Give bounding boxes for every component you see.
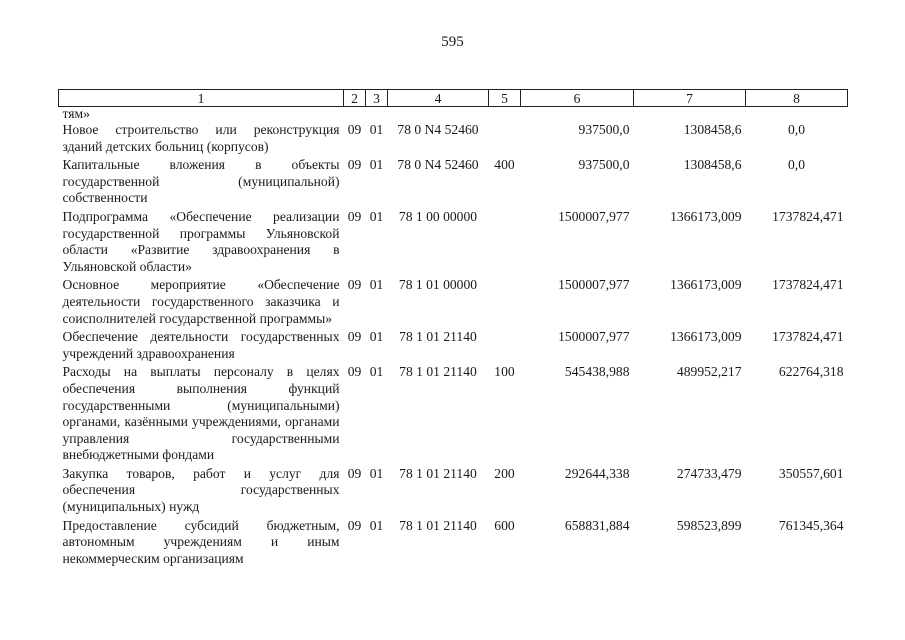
row-subsection: 01 — [369, 277, 384, 293]
row-amount-col6: 545438,988 — [564, 364, 630, 380]
row-subsection: 01 — [369, 157, 384, 173]
table-row — [59, 120, 848, 155]
row-amount-col6: 658831,884 — [564, 517, 630, 533]
row-amount-col7: 1366173,009 — [670, 277, 742, 293]
row-section: 09 — [347, 517, 362, 533]
row-section: 09 — [347, 465, 362, 481]
row-amount-col8: 1737824,471 — [772, 277, 844, 293]
row-description: Подпрограмма «Обеспечение реализации государственной программы Ульяновской области «Развитие здравоохранения в Ульяновской области» — [62, 208, 340, 274]
row-section: 09 — [347, 122, 362, 137]
row-subsection: 01 — [369, 208, 384, 224]
continuation-text: тям» — [62, 106, 90, 121]
table-row — [59, 275, 848, 327]
table-row — [59, 362, 848, 464]
table-row — [59, 155, 848, 207]
row-amount-col8: 761345,364 — [778, 517, 844, 533]
table-row — [59, 207, 848, 275]
row-description: Капитальные вложения в объекты государственной (муниципальной) собственности — [62, 157, 340, 206]
row-amount-col6: 1500007,977 — [558, 277, 630, 293]
header-col-3: 3 — [366, 90, 388, 107]
row-section: 09 — [347, 157, 362, 173]
row-amount-col6: 937500,0 — [578, 157, 630, 173]
row-target-article: 78 0 N4 52460 — [397, 122, 479, 137]
continuation-row — [59, 107, 848, 121]
row-expense-type: 400 — [494, 157, 515, 173]
row-target-article: 78 1 01 21140 — [399, 465, 477, 481]
row-amount-col8: 0,0 — [788, 122, 805, 137]
row-target-article: 78 1 01 00000 — [398, 277, 478, 293]
header-col-6: 6 — [521, 90, 634, 107]
row-description: Новое строительство или реконструкция зданий детских больниц (корпусов) — [62, 122, 340, 154]
row-subsection: 01 — [369, 122, 384, 137]
row-target-article: 78 1 01 21140 — [399, 517, 477, 533]
row-amount-col6: 1500007,977 — [558, 329, 630, 345]
row-amount-col7: 274733,479 — [676, 465, 742, 481]
row-amount-col6: 937500,0 — [578, 122, 630, 137]
row-subsection: 01 — [369, 517, 384, 533]
row-amount-col8: 0,0 — [788, 157, 805, 173]
row-amount-col8: 350557,601 — [778, 465, 844, 481]
row-target-article: 78 1 00 00000 — [398, 208, 478, 224]
budget-table — [58, 89, 848, 567]
row-amount-col8: 1737824,471 — [772, 329, 844, 345]
table-row — [59, 464, 848, 516]
row-amount-col7: 1366173,009 — [670, 329, 742, 345]
row-amount-col7: 489952,217 — [676, 364, 742, 380]
header-row — [59, 90, 848, 107]
row-section: 09 — [347, 208, 362, 224]
row-target-article: 78 0 N4 52460 — [397, 157, 479, 173]
header-col-1: 1 — [59, 90, 344, 107]
row-expense-type — [489, 207, 521, 275]
row-description: Закупка товаров, работ и услуг для обеспечения государственных (муниципальных) нужд — [62, 465, 340, 515]
row-subsection: 01 — [369, 329, 384, 345]
row-description: Обеспечение деятельности государственных учреждений здравоохранения — [62, 329, 340, 361]
header-col-4: 4 — [388, 90, 489, 107]
row-section: 09 — [347, 364, 362, 380]
table-row — [59, 327, 848, 362]
row-description: Расходы на выплаты персоналу в целях обеспечения выполнения функций государственными (муниципальными) органами, казёнными учреждениями, органами управления государственными внебюджетными фондами — [62, 364, 340, 463]
row-amount-col6: 1500007,977 — [558, 208, 630, 224]
row-amount-col7: 1366173,009 — [670, 208, 742, 224]
table-header — [59, 90, 848, 107]
row-amount-col7: 1308458,6 — [683, 157, 742, 173]
row-target-article: 78 1 01 21140 — [399, 364, 477, 380]
row-expense-type: 600 — [494, 517, 515, 533]
row-expense-type — [489, 275, 521, 327]
row-amount-col6: 292644,338 — [564, 465, 630, 481]
row-amount-col8: 1737824,471 — [772, 208, 844, 224]
row-amount-col7: 1308458,6 — [683, 122, 742, 137]
row-description: Предоставление субсидий бюджетным, автономным учреждениям и иным некоммерческим организациям — [62, 517, 340, 566]
header-col-7: 7 — [634, 90, 746, 107]
row-description: Основное мероприятие «Обеспечение деятельности государственного заказчика и соисполнителей государственной программы» — [62, 277, 340, 326]
row-expense-type — [489, 327, 521, 362]
row-section: 09 — [347, 277, 362, 293]
row-target-article: 78 1 01 21140 — [399, 329, 477, 345]
header-col-2: 2 — [344, 90, 366, 107]
page-number: 595 — [441, 34, 464, 50]
row-subsection: 01 — [369, 364, 384, 380]
table-body — [59, 107, 848, 568]
row-section: 09 — [347, 329, 362, 345]
table-row — [59, 516, 848, 568]
row-subsection: 01 — [369, 465, 384, 481]
row-amount-col7: 598523,899 — [676, 517, 742, 533]
row-expense-type: 100 — [494, 364, 515, 380]
header-col-5: 5 — [489, 90, 521, 107]
row-expense-type — [489, 120, 521, 155]
row-amount-col8: 622764,318 — [778, 364, 844, 380]
row-expense-type: 200 — [494, 465, 515, 481]
header-col-8: 8 — [746, 90, 848, 107]
